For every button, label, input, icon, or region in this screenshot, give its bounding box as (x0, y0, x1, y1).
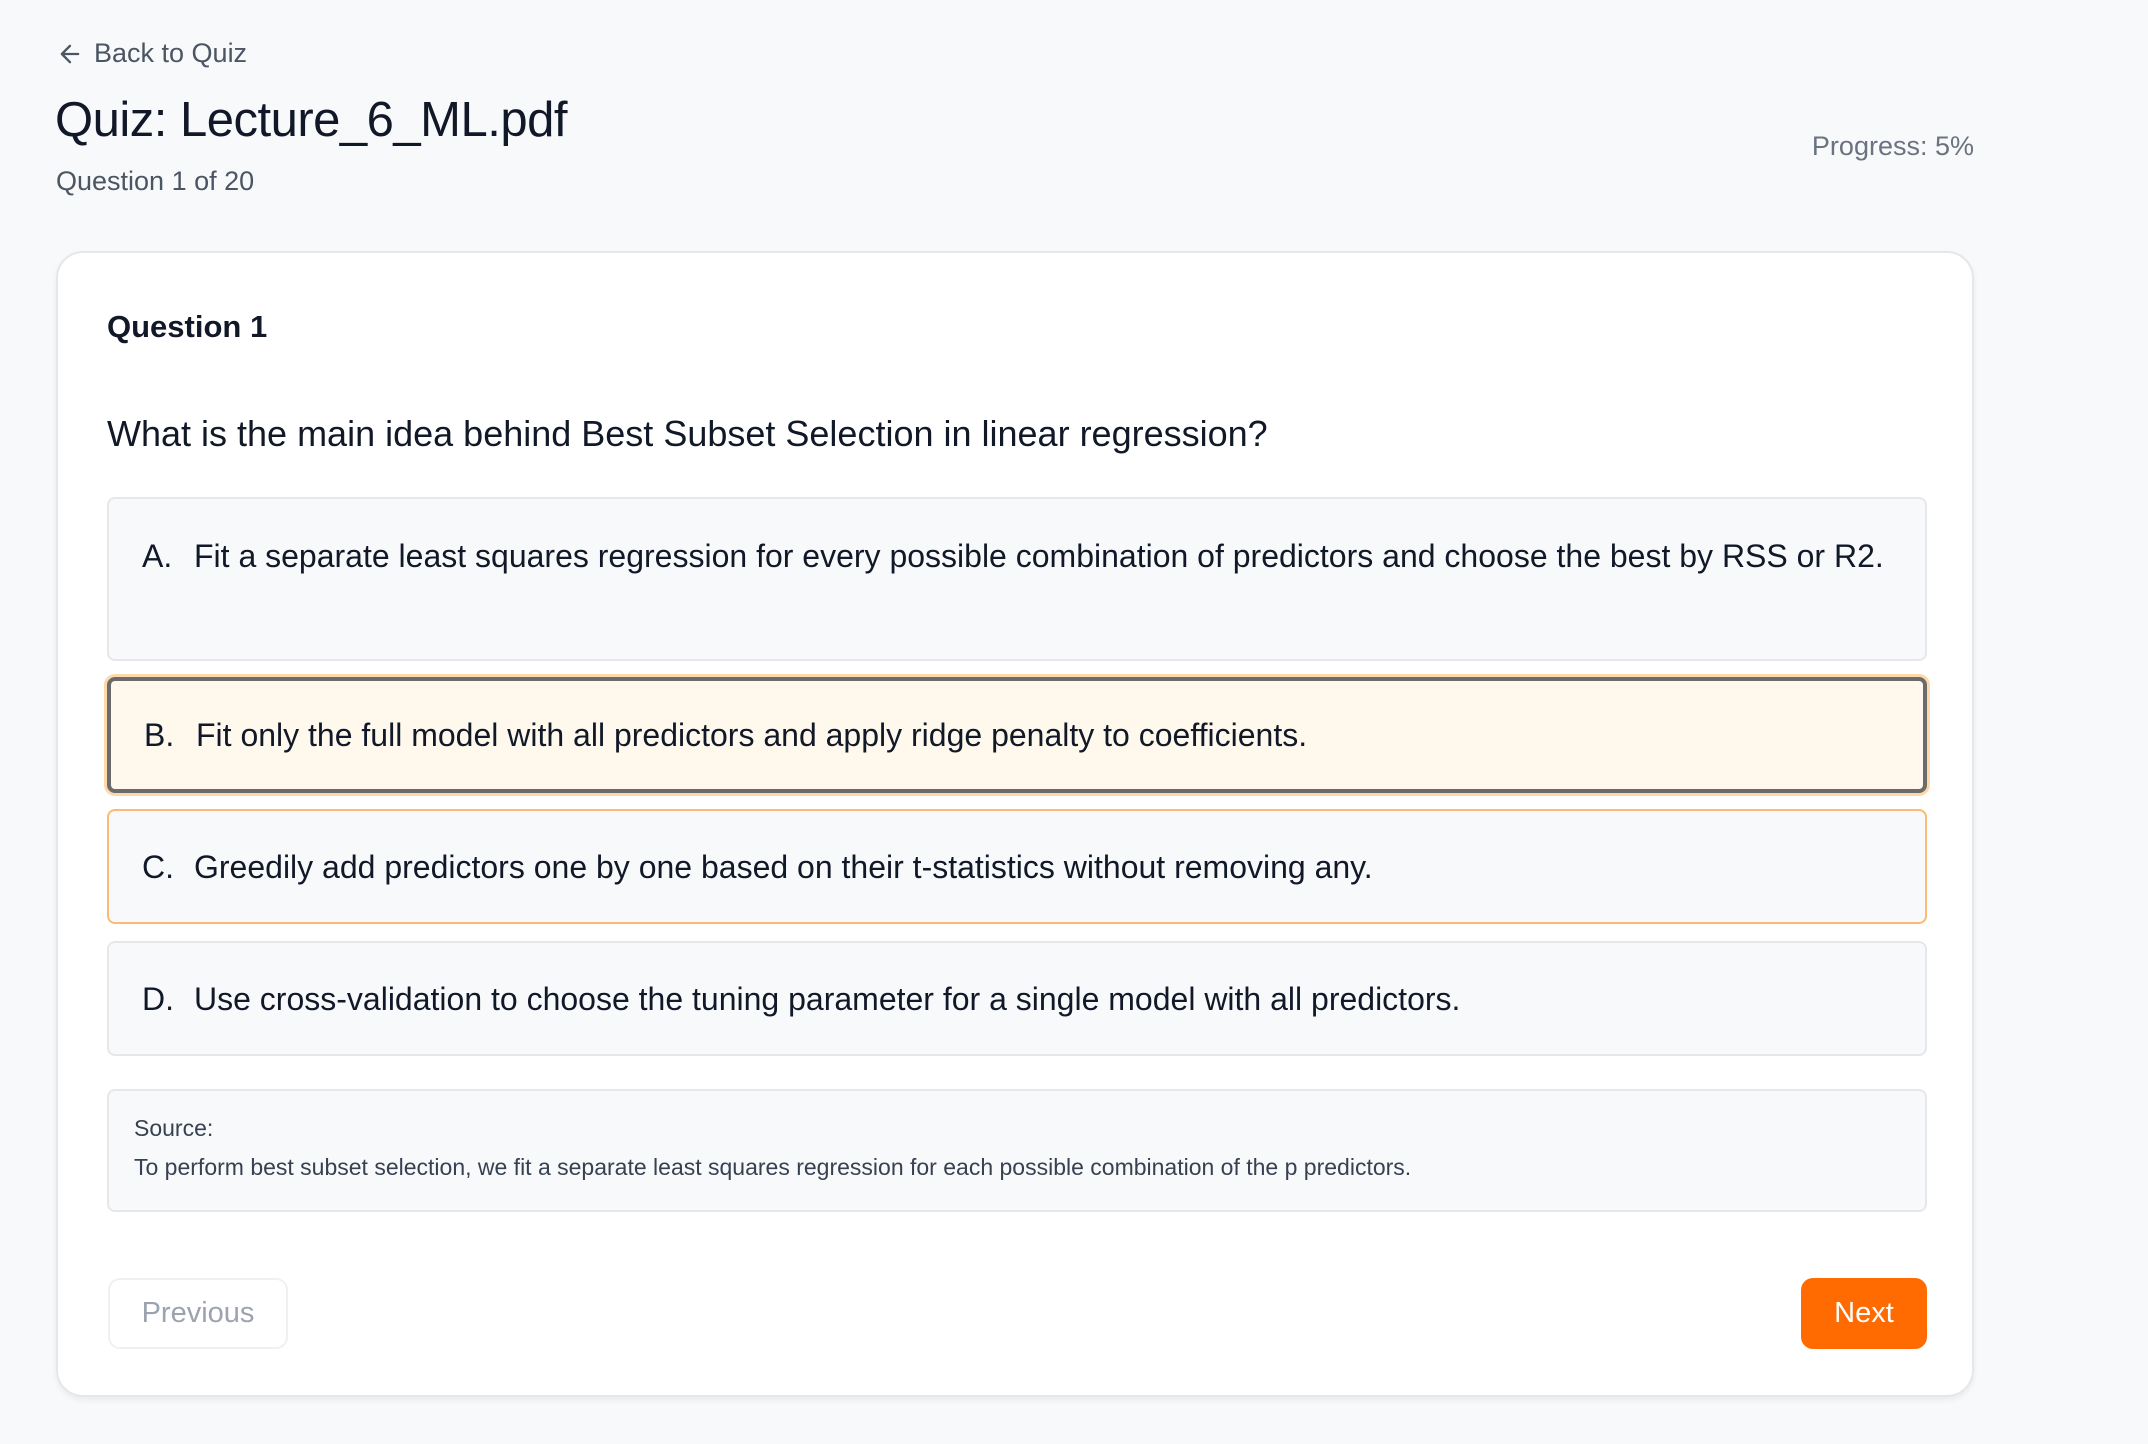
option-letter: D. (142, 980, 174, 1017)
option-text: Greedily add predictors one by one based on their t-statistics without removing any. (194, 848, 1373, 885)
progress-label: Progress: 5% (1811, 131, 1974, 161)
back-label: Back to Quiz (94, 38, 248, 68)
option-letter: C. (142, 848, 174, 885)
next-button[interactable]: Next (1801, 1278, 1927, 1349)
option-b-selected[interactable] (107, 677, 1927, 793)
question-label: Question 1 (107, 309, 268, 344)
arrow-left-icon (56, 40, 84, 68)
source-label: Source: (134, 1115, 214, 1141)
back-to-quiz-link[interactable] (56, 38, 247, 69)
option-text: Fit a separate least squares regression for every possible combination of predictors and choose the best by RSS or R2. (194, 538, 1884, 574)
option-text: Use cross-validation to choose the tuning parameter for a single model with all predictors. (194, 980, 1461, 1017)
question-card (56, 251, 1974, 1397)
previous-button[interactable]: Previous (108, 1278, 288, 1349)
option-letter: B. (144, 717, 175, 753)
question-counter: Question 1 of 20 (56, 166, 255, 196)
option-text: Fit only the full model with all predictors and apply ridge penalty to coefficients. (196, 717, 1308, 753)
option-d[interactable] (107, 941, 1927, 1056)
option-letter: A. (142, 538, 173, 574)
option-c[interactable] (107, 809, 1927, 924)
page-title: Quiz: Lecture_6_ML.pdf (55, 93, 567, 147)
question-text: What is the main idea behind Best Subset Selection in linear regression? (107, 413, 1268, 454)
source-box (107, 1089, 1927, 1212)
source-text: To perform best subset selection, we fit a separate least squares regression for each possible combination of the p predictors. (134, 1154, 1412, 1180)
option-a[interactable] (107, 497, 1927, 661)
